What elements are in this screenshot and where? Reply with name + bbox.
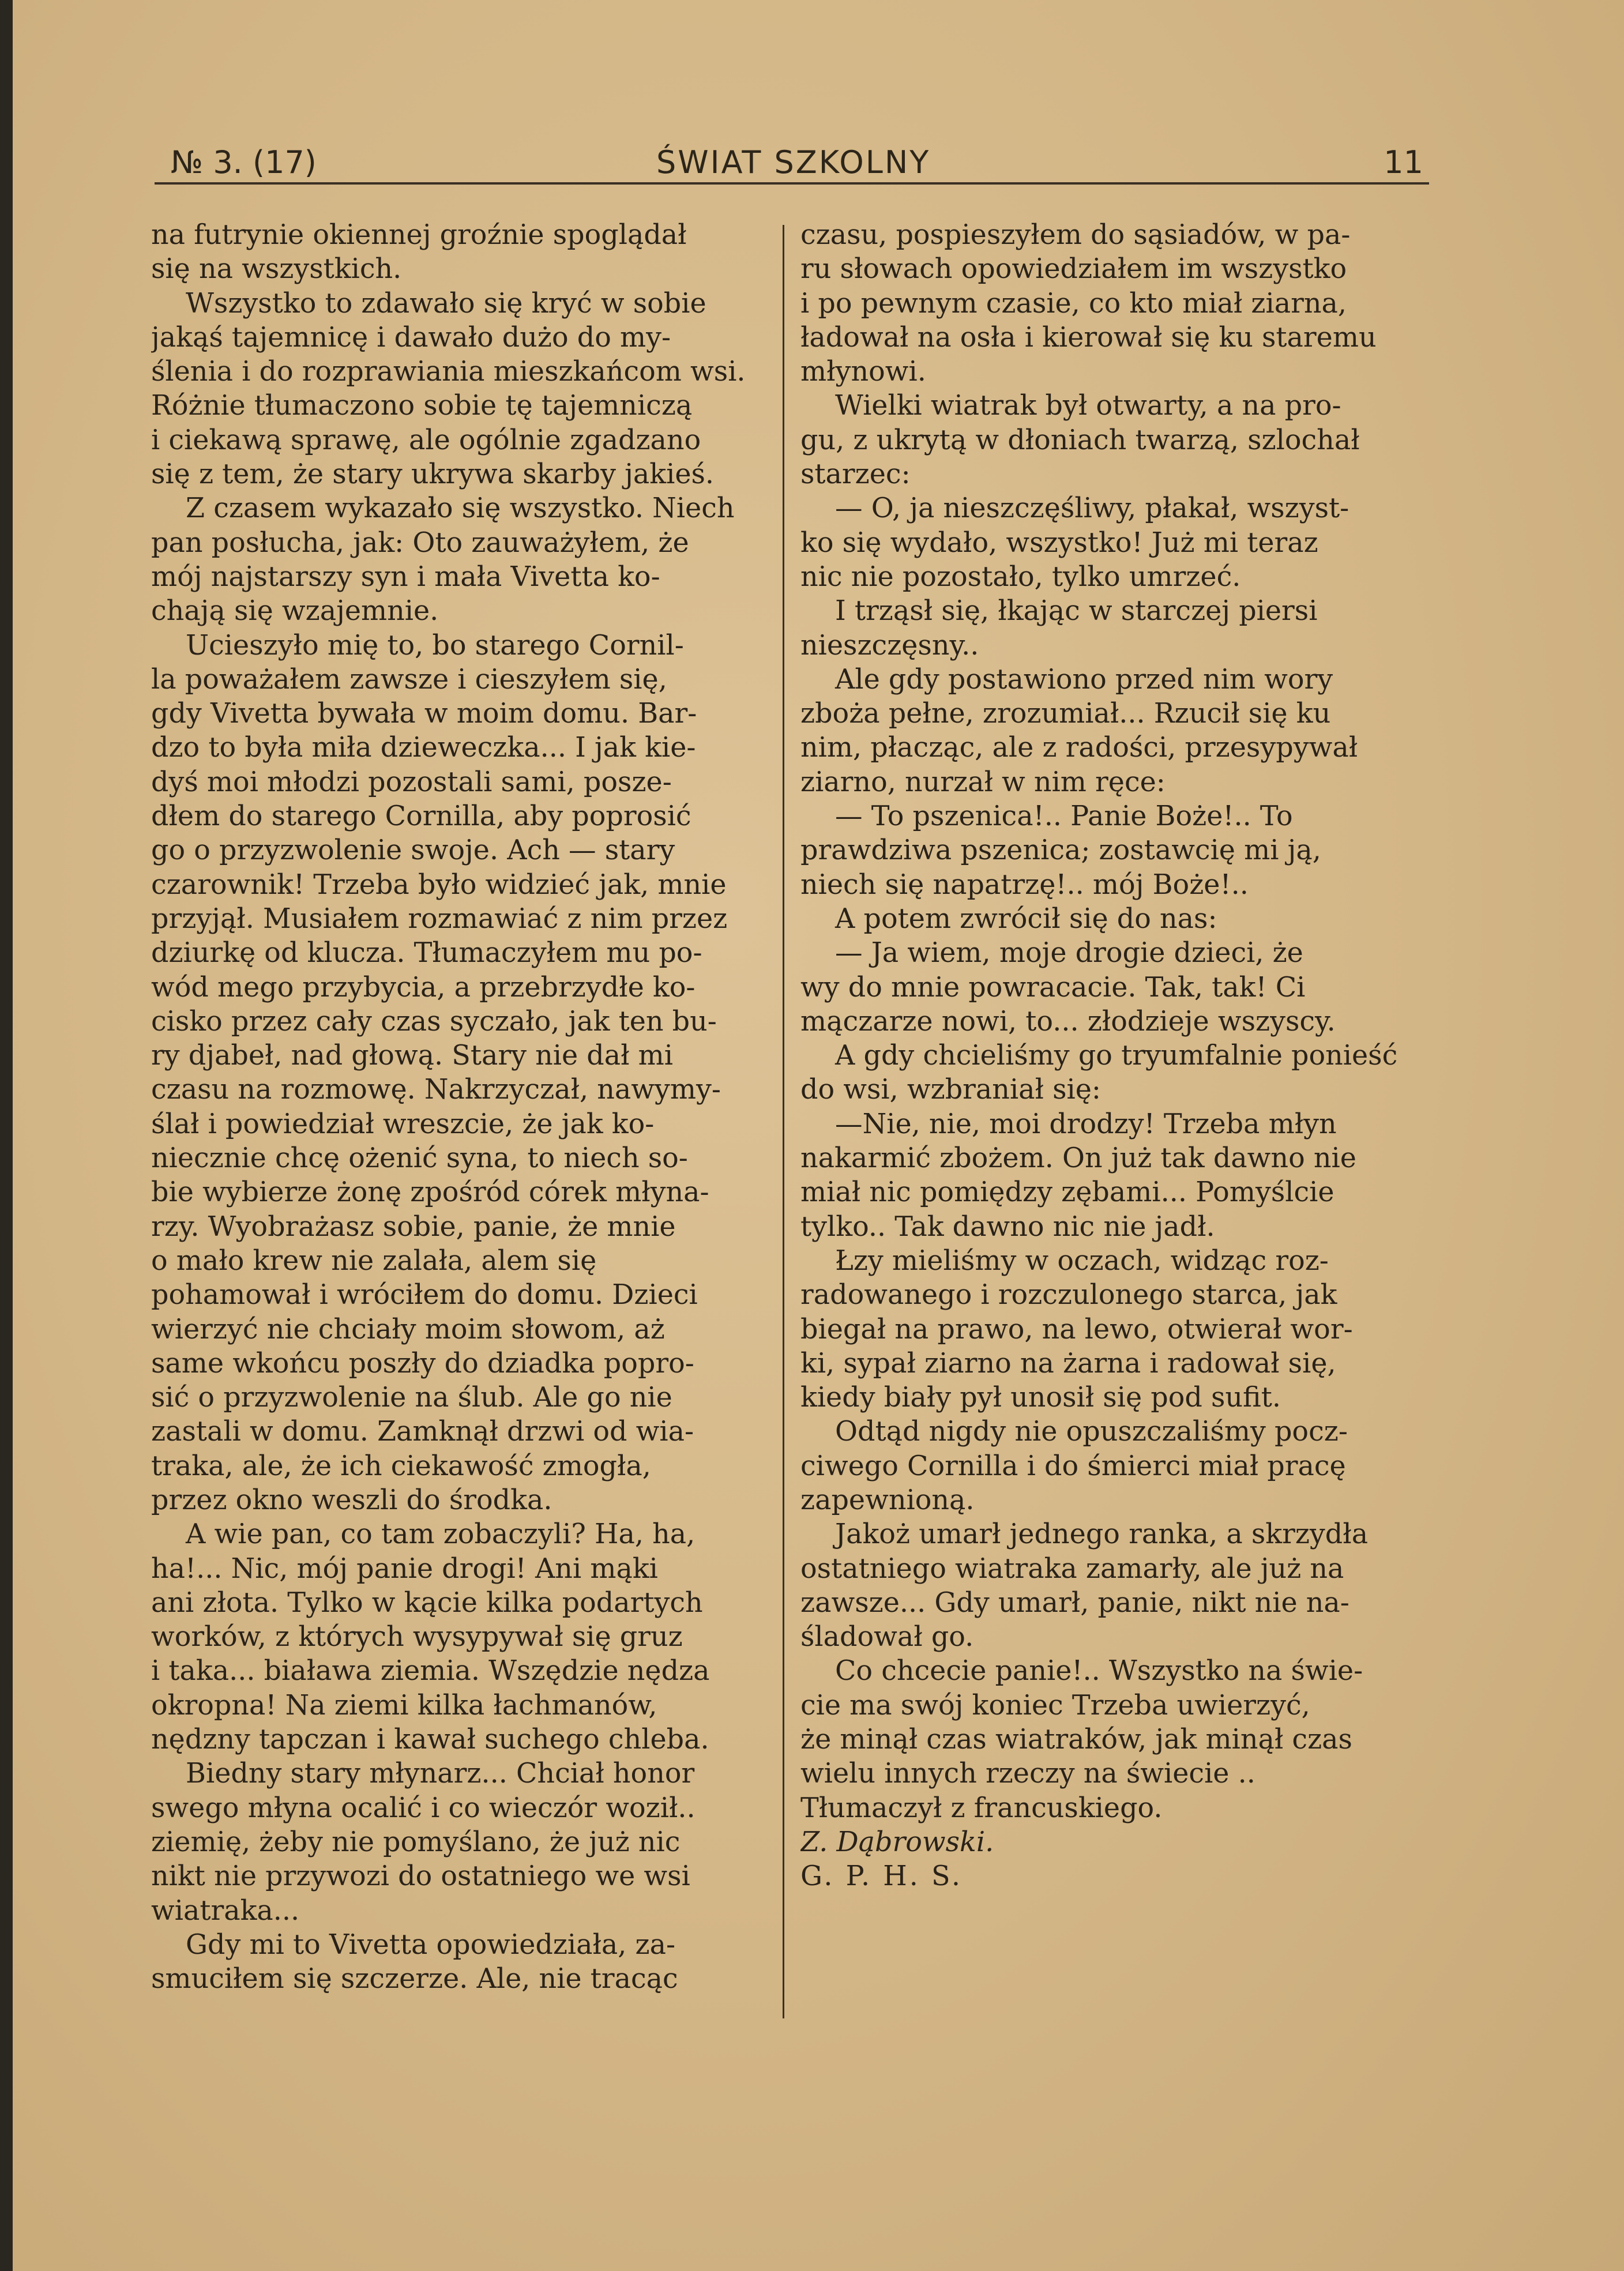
paragraph: A potem zwrócił się do nas: bbox=[835, 903, 1217, 935]
paragraph: Wielki wiatrak był otwarty, a na pro- gu, z ukrytą w dłoniach twarzą, szlochał starzec: bbox=[800, 390, 1360, 491]
paragraph: A wie pan, co tam zobaczyli? Ha, ha, ha!... Nic, mój panie drogi! Ani mąki ani złota. Tylko w kącie kilka podartych worków, z których wysypywał się gruz i taka... biaława ziemia. Wszędzie nędza okropna! Na ziemi kilka łachmanów, nędzny tapczan i kawał suchego chleba. bbox=[151, 1518, 710, 1756]
paragraph: Ucieszyło mię to, bo starego Cornil- la poważałem zawsze i cieszyłem się, gdy Vivetta bywała w moim domu. Bar- dzo to była miła dzieweczka... I jak kie- dyś moi młodzi pozostali sami, posze- dłem do starego Cornilla, aby poprosić go o przyzwolenie swoje. Ach — stary czarownik! Trzeba było widzieć jak, mnie przyjął. Musiałem rozmawiać z nim przez dziurkę od klucza. Tłumaczyłem mu po- wód mego przybycia, a przebrzydłe ko- cisko przez cały czas syczało, jak ten bu- ry djabeł, nad głową. Stary nie dał mi czasu na rozmowę. Nakrzyczał, nawymy- ślał i powiedział wreszcie, że jak ko- niecznie chcę ożenić syna, to niech so- bie wybierze żonę zpośród córek młyna- rzy. Wyobrażasz sobie, panie, że mnie o mało krew nie zalała, alem się pohamował i wróciłem do domu. Dzieci wierzyć nie chciały moim słowom, aż same wkońcu poszły do dziadka popro- sić o przyzwolenie na ślub. Ale go nie zastali w domu. Zamknął drzwi od wia- traka, ale, że ich ciekawość zmogła, przez okno weszli do środka. bbox=[151, 629, 728, 1516]
issue-number: № 3. (17) bbox=[171, 144, 317, 181]
left-column bbox=[151, 218, 774, 2040]
paragraph: Łzy mieliśmy w oczach, widząc roz- radowanego i rozczulonego starca, jak biegał na prawo, na lewo, otwierał wor- ki, sypał ziarno na żarna i radował się, kiedy biały pył unosił się pod sufit. bbox=[800, 1244, 1353, 1414]
paragraph: Co chcecie panie!.. Wszystko na świe- cie ma swój koniec Trzeba uwierzyć, że minął czas wiatraków, jak minął czas wielu innych rzeczy na świecie .. bbox=[800, 1655, 1363, 1790]
paragraph: A gdy chcieliśmy go tryumfalnie ponieść do wsi, wzbraniał się: bbox=[800, 1040, 1398, 1106]
binding-edge bbox=[0, 0, 13, 2271]
page-header bbox=[155, 138, 1429, 185]
paragraph: Jakoż umarł jednego ranka, a skrzydła ostatniego wiatraka zamarły, ale już na zawsze... Gdy umarł, panie, nikt nie na- śladował go. bbox=[800, 1518, 1369, 1653]
paragraph: — To pszenica!.. Panie Boże!.. To prawdziwa pszenica; zostawcię mi ją, niech się napatrzę!.. mój Boże!.. bbox=[800, 800, 1321, 901]
header-rule bbox=[155, 182, 1429, 185]
paragraph: Ale gdy postawiono przed nim wory zboża pełne, zrozumiał... Rzucił się ku nim, płacząc, ale z radości, przesypywał ziarno, nurzał w nim ręce: bbox=[800, 663, 1358, 798]
author-signature: Z. Dąbrowski. bbox=[800, 1826, 994, 1858]
paragraph: Biedny stary młynarz... Chciał honor swego młyna ocalić i co wieczór woził.. ziemię, żeby nie pomyślano, że już nic nikt nie przywozi do ostatniego we wsi wiatraka... bbox=[151, 1758, 696, 1927]
paragraph: — O, ja nieszczęśliwy, płakał, wszyst- ko się wydało, wszystko! Już mi teraz nic nie pozostało, tylko umrzeć. bbox=[800, 492, 1349, 593]
paragraph: I trząsł się, łkając w starczej piersi nieszczęsny.. bbox=[800, 595, 1318, 661]
translation-note: Tłumaczył z francuskiego. bbox=[800, 1792, 1163, 1824]
paragraph: czasu, pospieszyłem do sąsiadów, w pa- ru słowach opowiedziałem im wszystko i po pewnym czasie, co kto miał ziarna, ładował na osła i kierował się ku staremu młynowi. bbox=[800, 219, 1377, 388]
column-divider bbox=[783, 225, 784, 2018]
paragraph: na futrynie okiennej groźnie spoglądał się na wszystkich. bbox=[151, 219, 687, 285]
paragraph: Wszystko to zdawało się kryć w sobie jakąś tajemnicę i dawało dużo do my- ślenia i do rozprawiania mieszkańcom wsi. Różnie tłumaczono sobie tę tajemniczą i ciekawą sprawę, ale ogólnie zgadzano się z tem, że stary ukrywa skarby jakieś. bbox=[151, 287, 746, 491]
paragraph: — Ja wiem, moje drogie dzieci, że wy do mnie powracacie. Tak, tak! Ci mączarze nowi, to... złodzieje wszyscy. bbox=[800, 937, 1336, 1037]
author-affiliation: G. P. H. S. bbox=[800, 1860, 963, 1893]
paragraph: Odtąd nigdy nie opuszczaliśmy pocz- ciwego Cornilla i do śmierci miał pracę zapewnioną. bbox=[800, 1416, 1348, 1516]
paragraph: —Nie, nie, moi drodzy! Trzeba młyn nakarmić zbożem. On już tak dawno nie miał nic pomiędzy zębami... Pomyślcie tylko.. Tak dawno nic nie jadł. bbox=[800, 1108, 1356, 1243]
right-column bbox=[800, 218, 1428, 2040]
publication-title: ŚWIAT SZKOLNY bbox=[656, 144, 931, 181]
paragraph: Gdy mi to Vivetta opowiedziała, za- smuciłem się szczerze. Ale, nie tracąc bbox=[151, 1928, 678, 1995]
paragraph: Z czasem wykazało się wszystko. Niech pan posłucha, jak: Oto zauważyłem, że mój najstarszy syn i mała Vivetta ko- chają się wzajemnie. bbox=[151, 492, 735, 627]
page-number: 11 bbox=[1384, 144, 1423, 181]
